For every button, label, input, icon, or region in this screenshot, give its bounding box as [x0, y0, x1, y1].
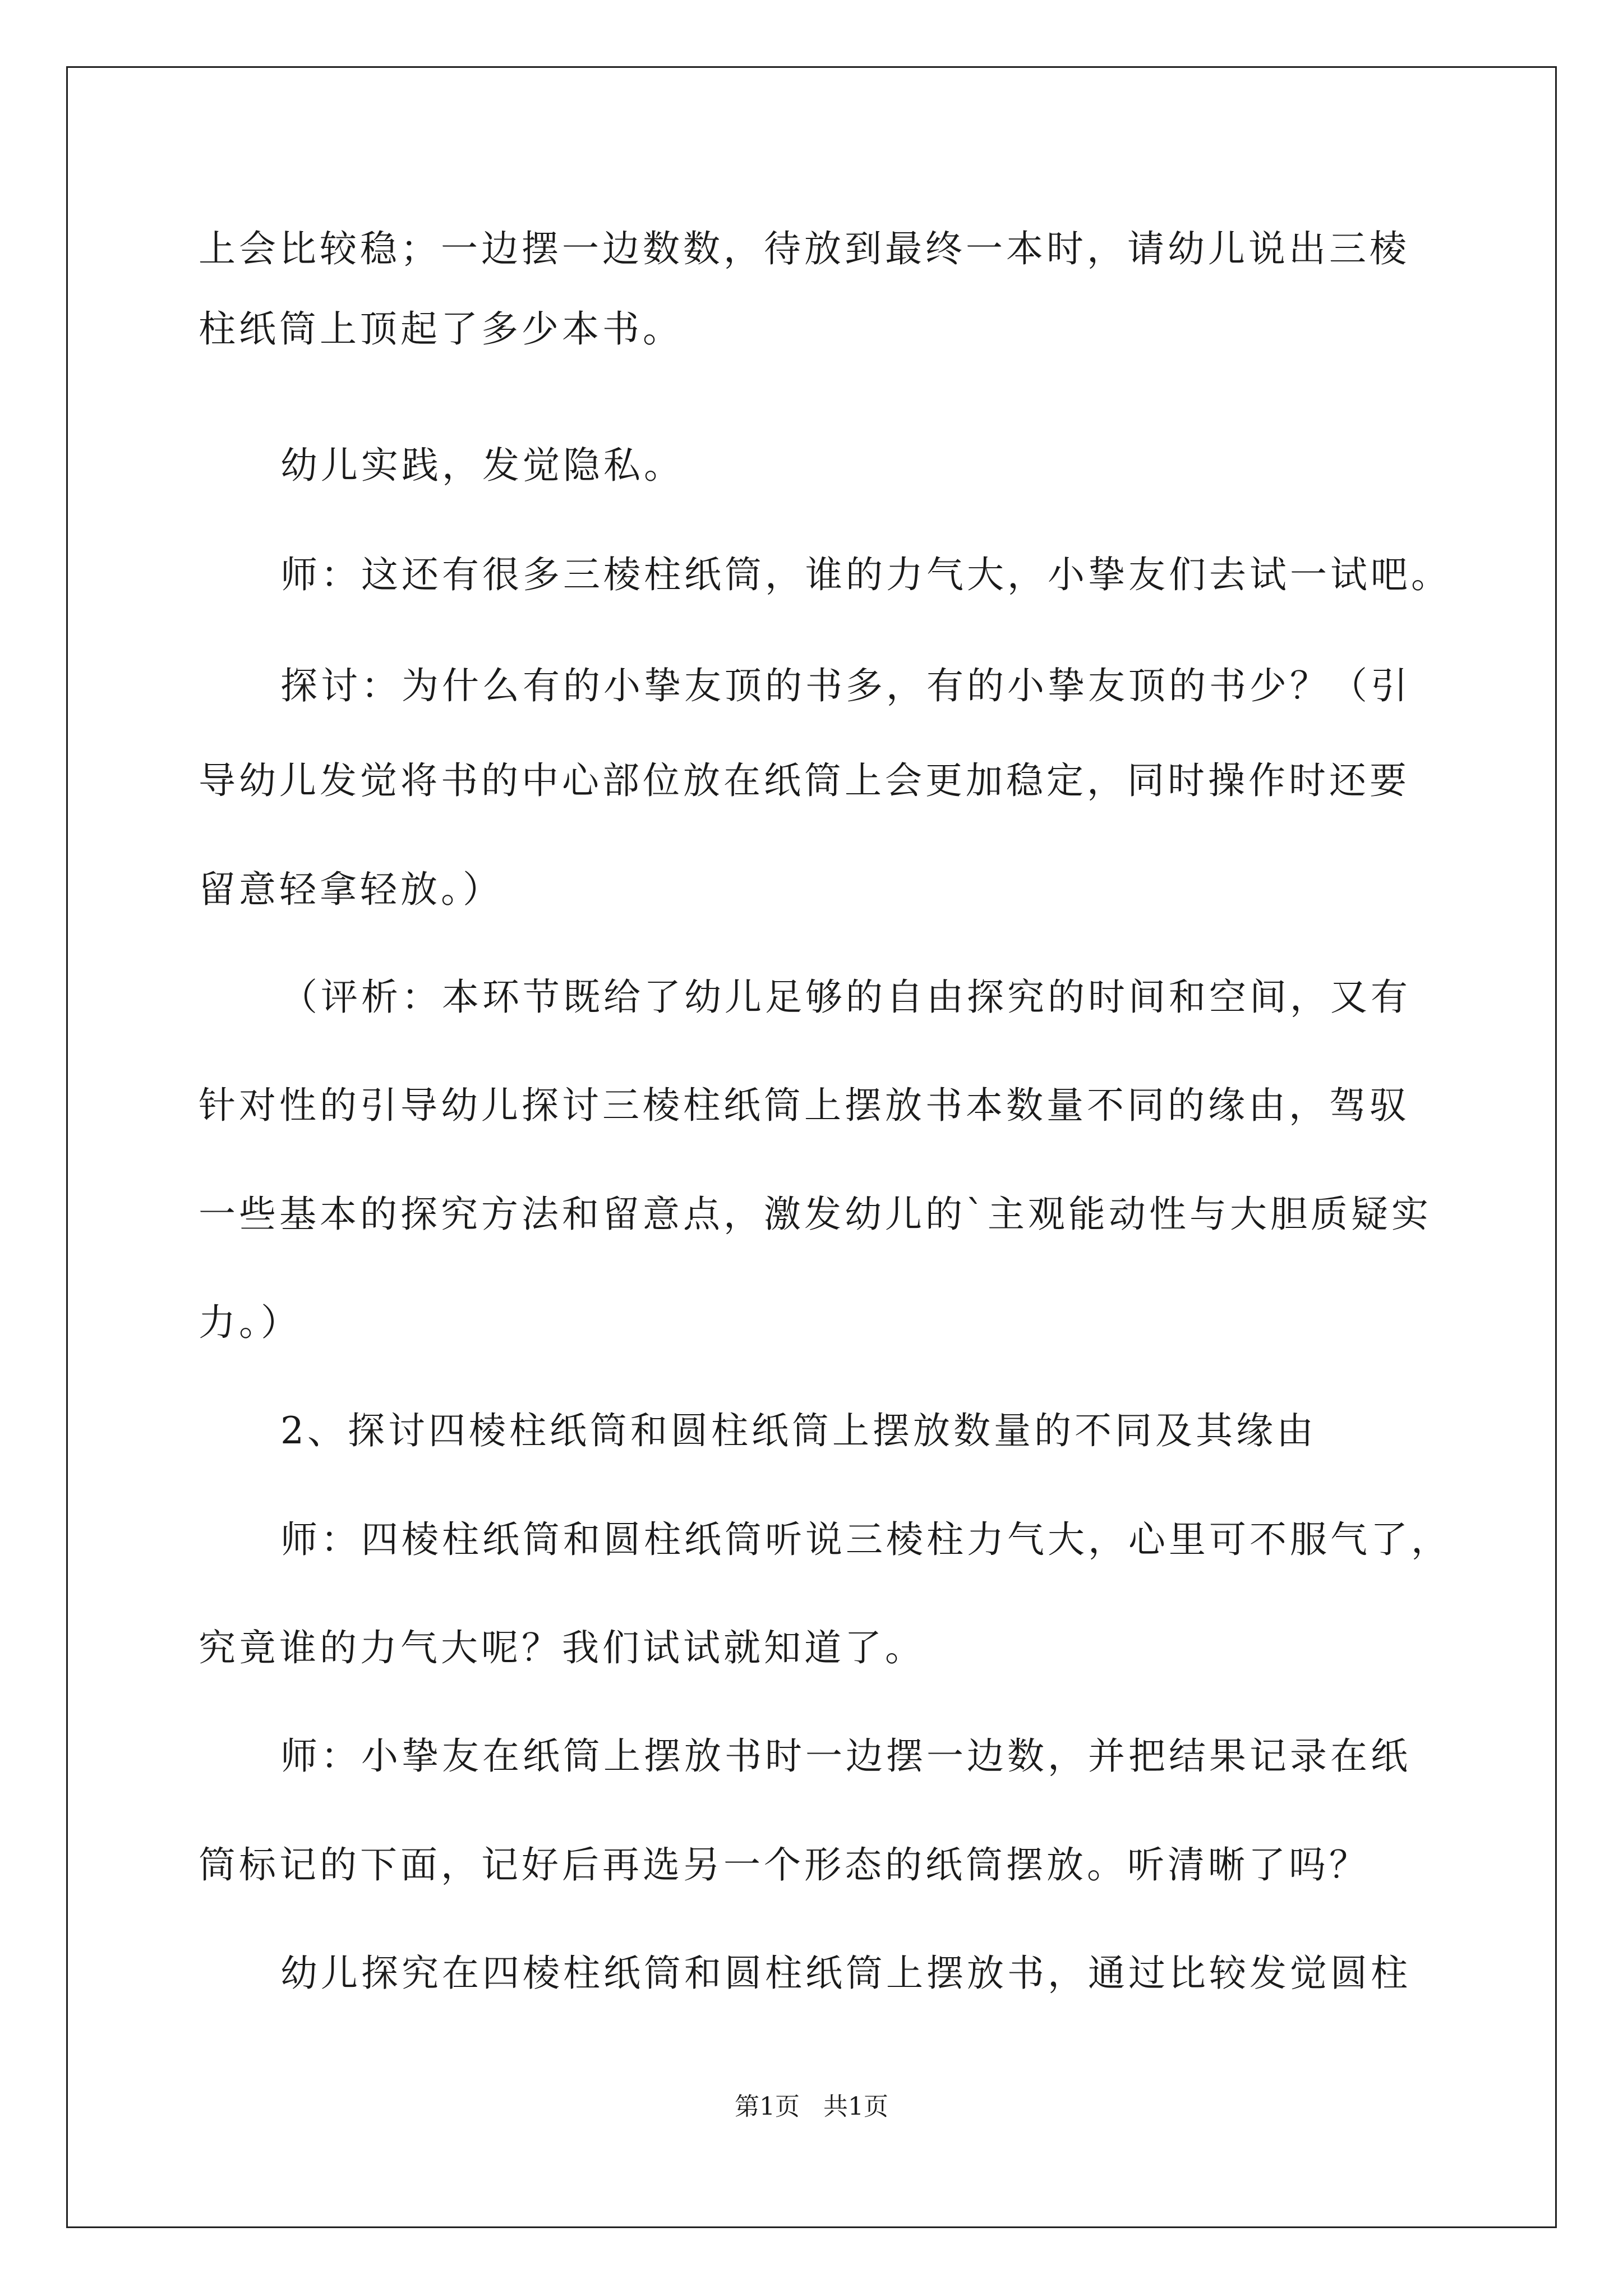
- text-line: 上会比较稳；一边摆一边数数，待放到最终一本时，请幼儿说出三棱: [199, 227, 1410, 270]
- text-line: 一些基本的探究方法和留意点，激发幼儿的`主观能动性与大胆质疑实: [199, 1193, 1432, 1236]
- text-line: 探讨：为什么有的小挚友顶的书多，有的小挚友顶的书少？（引: [280, 664, 1411, 707]
- text-line: （评析：本环节既给了幼儿足够的自由探究的时间和空间，又有: [280, 976, 1411, 1019]
- text-line: 师：这还有很多三棱柱纸筒，谁的力气大，小挚友们去试一试吧。: [280, 553, 1451, 596]
- text-line: 力。）: [199, 1301, 301, 1344]
- text-line: 留意轻拿轻放。）: [199, 868, 503, 911]
- page-border: [66, 66, 1557, 2228]
- text-line: 师：小挚友在纸筒上摆放书时一边摆一边数，并把结果记录在纸: [280, 1734, 1411, 1778]
- text-line: 导幼儿发觉将书的中心部位放在纸筒上会更加稳定，同时操作时还要: [199, 759, 1410, 802]
- text-line: 柱纸筒上顶起了多少本书。: [199, 307, 683, 351]
- text-line: 针对性的引导幼儿探讨三棱柱纸筒上摆放书本数量不同的缘由，驾驭: [199, 1084, 1410, 1127]
- text-line: 幼儿探究在四棱柱纸筒和圆柱纸筒上摆放书，通过比较发觉圆柱: [280, 1952, 1411, 1995]
- text-line: 师：四棱柱纸筒和圆柱纸筒听说三棱柱力气大，心里可不服气了，: [280, 1518, 1451, 1561]
- text-line: 筒标记的下面，记好后再选另一个形态的纸筒摆放。听清晰了吗？: [199, 1843, 1370, 1887]
- page-footer: 第1页 共1页: [735, 2092, 888, 2121]
- text-line: 2、探讨四棱柱纸筒和圆柱纸筒上摆放数量的不同及其缘由: [280, 1409, 1317, 1452]
- text-line: 幼儿实践，发觉隐私。: [280, 444, 684, 487]
- text-line: 究竟谁的力气大呢？我们试试就知道了。: [199, 1626, 925, 1669]
